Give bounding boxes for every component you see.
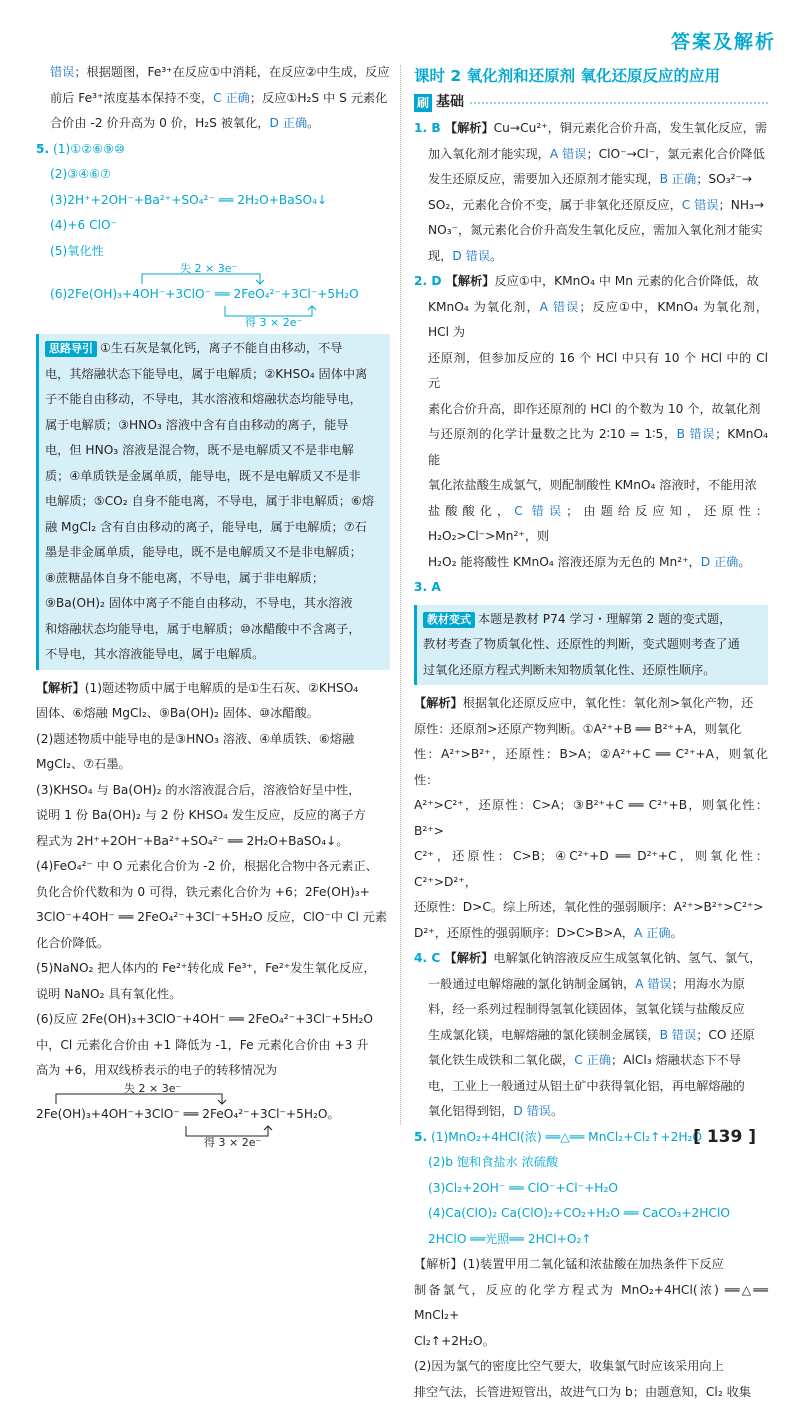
q2-line: 盐酸酸化，C 错误；由题给反应知，还原性：H₂O₂>Cl⁻>Mn²⁺，则: [414, 499, 768, 550]
analysis-line: 3ClO⁻+4OH⁻ ══ 2FeO₄²⁻+3Cl⁻+5H₂O 反应，ClO⁻中 Cl 元素: [36, 905, 390, 931]
hint-line: 不导电，其水溶液能导电，属于电解质。: [45, 642, 384, 668]
electron-transfer-diagram: [36, 1084, 390, 1150]
section-header: [414, 90, 768, 116]
section-label: 基础: [436, 90, 464, 116]
answer-line: (3)Cl₂+2OH⁻ ══ ClO⁻+Cl⁻+H₂O: [414, 1176, 768, 1202]
hint-line: 思路导引 ①生石灰是氧化钙，离子不能自由移动，不导: [45, 336, 384, 362]
analysis-line: 高为 +6，用双线桥表示的电子的转移情况为: [36, 1058, 390, 1084]
answer-line: (4)+6 ClO⁻: [36, 213, 390, 239]
right-column: [414, 60, 768, 1405]
analysis-line: 【解析】(1)题述物质中属于电解质的是①生石灰、②KHSO₄: [36, 676, 390, 702]
q1-line: NO₃⁻，氮元素化合价升高发生氧化反应，需加入氧化剂才能实: [414, 218, 768, 244]
analysis-line: 中，Cl 元素化合价由 +1 降低为 -1，Fe 元素化合价由 +3 升: [36, 1033, 390, 1059]
electron-transfer-diagram: [50, 264, 390, 330]
hint-line: 电，但 HNO₃ 溶液是混合物，既不是电解质又不是非电解: [45, 438, 384, 464]
q2-line: 与还原剂的化学计量数之比为 2∶10 = 1∶5，B 错误；KMnO₄ 能: [414, 422, 768, 473]
analysis-line: 负化合价代数和为 0 可得，铁元素化合价为 +6；2Fe(OH)₃+: [36, 880, 390, 906]
q2-line: H₂O₂ 能将酸性 KMnO₄ 溶液还原为无色的 Mn²⁺，D 正确。: [414, 550, 768, 576]
q4-line: 氧化铝得到铝，D 错误。: [414, 1099, 768, 1125]
hint-box: [36, 334, 390, 670]
hint-line: 融 MgCl₂ 含有自由移动的离子，能导电，属于电解质；⑦石: [45, 515, 384, 541]
analysis-line: 固体、⑥熔融 MgCl₂、⑨Ba(OH)₂ 固体、⑩冰醋酸。: [36, 701, 390, 727]
lose-electrons-label: 失 2 × 3e⁻: [180, 262, 237, 276]
answer-line: 5. (1)①②⑥⑨⑩: [36, 137, 390, 163]
q3-line: 【解析】根据氧化还原反应中，氧化性：氧化剂>氧化产物，还: [414, 691, 768, 717]
analysis-line: 化合价降低。: [36, 931, 390, 957]
q3-header: 3. A: [414, 575, 768, 601]
q5-analysis-line: 排空气法，长管进短管出，故进气口为 b；由题意知，Cl₂ 收集: [414, 1380, 768, 1405]
analysis-line: 说明 1 份 Ba(OH)₂ 与 2 份 KHSO₄ 发生反应，反应的离子方: [36, 803, 390, 829]
question-5: [414, 1125, 768, 1405]
section-dots: [470, 102, 768, 104]
analysis-line: MgCl₂、⑦石墨。: [36, 752, 390, 778]
q2-line: 还原剂，但参加反应的 16 个 HCl 中只有 10 个 HCl 中的 Cl 元: [414, 346, 768, 397]
answer-line: (3)2H⁺+2OH⁻+Ba²⁺+SO₄²⁻ ══ 2H₂O+BaSO₄↓: [36, 188, 390, 214]
q2-line: KMnO₄ 为氧化剂，A 错误；反应①中，KMnO₄ 为氧化剂，HCl 为: [414, 295, 768, 346]
gain-electrons-label: 得 3 × 2e⁻: [245, 316, 302, 330]
analysis-line: (2)题述物质中能导电的是③HNO₃ 溶液、④单质铁、⑥熔融: [36, 727, 390, 753]
hint-line: 墨是非金属单质，能导电，既不是电解质又不是非电解质；: [45, 540, 384, 566]
q1-line: 发生还原反应，需要加入还原剂才能实现，B 正确；SO₃²⁻→: [414, 167, 768, 193]
q4-line: 一般通过电解熔融的氯化钠制金属钠，A 错误；用海水为原: [414, 972, 768, 998]
q3-line: 原性：还原剂>还原产物判断。①A²⁺+B ══ B²⁺+A，则氧化: [414, 717, 768, 743]
question-4: [414, 946, 768, 1125]
lose-electrons-label: 失 2 × 3e⁻: [124, 1082, 181, 1096]
q3-line: D²⁺，还原性的强弱顺序：D>C>B>A，A 正确。: [414, 921, 768, 947]
q4-line: 料，经一系列过程制得氢氧化镁固体，氢氧化镁与盐酸反应: [414, 997, 768, 1023]
question-3: [414, 575, 768, 946]
q1-line: 加入氧化剂才能实现，A 错误；ClO⁻→Cl⁻，氯元素化合价降低: [414, 142, 768, 168]
question-2: [414, 269, 768, 575]
hint-tag: 思路导引: [45, 341, 97, 357]
q3-line: C²⁺，还原性：C>B；④C²⁺+D ══ D²⁺+C，则氧化性：C²⁺>D²⁺，: [414, 844, 768, 895]
textbook-variant-box: [414, 605, 768, 686]
answer-line: (5)氧化性: [36, 239, 390, 265]
q5-analysis-line: (2)因为氯气的密度比空气要大，收集氯气时应该采用向上: [414, 1354, 768, 1380]
analysis-line: (3)KHSO₄ 与 Ba(OH)₂ 的水溶液混合后，溶液恰好呈中性，: [36, 778, 390, 804]
redox-equation: 2Fe(OH)₃+4OH⁻+3ClO⁻ ══ 2FeO₄²⁻+3Cl⁻+5H₂O。: [36, 1104, 340, 1124]
hint-line: ⑨Ba(OH)₂ 固体中离子不能自由移动，不导电，其水溶液: [45, 591, 384, 617]
box-line: 过氧化还原方程式判断未知物质氧化性、还原性顺序。: [423, 658, 762, 684]
header-title: 答案及解析: [671, 30, 776, 56]
q5-analysis-line: Cl₂↑+2H₂O。: [414, 1329, 768, 1355]
lesson-title: 课时 2 氧化剂和还原剂 氧化还原反应的应用: [414, 62, 768, 90]
q2-line: 素化合价升高，即作还原剂的 HCl 的个数为 10 个，故氧化剂: [414, 397, 768, 423]
hint-line: 子不能自由移动，不导电，其水溶液和熔融状态均能导电，: [45, 387, 384, 413]
column-divider: [400, 65, 401, 1125]
q1-line: 现，D 错误。: [414, 244, 768, 270]
q1-line: 1. B 【解析】Cu→Cu²⁺，铜元素化合价升高，发生氧化反应，需: [414, 116, 768, 142]
answer-line: (2)b 饱和食盐水 浓硫酸: [414, 1150, 768, 1176]
gain-electrons-label: 得 3 × 2e⁻: [204, 1136, 261, 1150]
analysis-line: 程式为 2H⁺+2OH⁻+Ba²⁺+SO₄²⁻ ══ 2H₂O+BaSO₄↓。: [36, 829, 390, 855]
hint-line: 电解质；⑤CO₂ 自身不能电离，不导电，属于非电解质；⑥熔: [45, 489, 384, 515]
box-line: 教材变式 本题是教材 P74 学习・理解第 2 题的变式题，: [423, 607, 762, 633]
question-5-answers: [36, 137, 390, 331]
q3-line: A²⁺>C²⁺，还原性：C>A；③B²⁺+C ══ C²⁺+B，则氧化性：B²⁺>: [414, 793, 768, 844]
analysis-line: (5)NaNO₂ 把人体内的 Fe²⁺转化成 Fe³⁺，Fe²⁺发生氧化反应，: [36, 956, 390, 982]
intro-line: 前后 Fe³⁺浓度基本保持不变，C 正确；反应①H₂S 中 S 元素化: [36, 86, 390, 112]
variant-tag: 教材变式: [423, 612, 475, 628]
q1-line: SO₂，元素化合价不变，属于非氧化还原反应，C 错误；NH₃→: [414, 193, 768, 219]
intro-line: 合价由 -2 价升高为 0 价，H₂S 被氧化，D 正确。: [36, 111, 390, 137]
page-number: [ 139 ]: [693, 1125, 756, 1151]
answer-line: (2)③④⑥⑦: [36, 162, 390, 188]
intro-line: 错误；根据题图，Fe³⁺在反应①中消耗，在反应②中生成，反应: [36, 60, 390, 86]
left-column: [36, 60, 390, 1150]
intro-block: [36, 60, 390, 137]
q4-line: 生成氯化镁，电解熔融的氯化镁制金属镁，B 错误；CO 还原: [414, 1023, 768, 1049]
redox-equation: (6)2Fe(OH)₃+4OH⁻+3ClO⁻ ══ 2FeO₄²⁻+3Cl⁻+5H₂O: [50, 284, 359, 304]
hint-line: 电，其熔融状态下能导电，属于电解质；②KHSO₄ 固体中离: [45, 362, 384, 388]
question-1: [414, 116, 768, 269]
q4-line: 电，工业上一般通过从铝土矿中获得氧化铝，再电解熔融的: [414, 1074, 768, 1100]
q5-analysis-line: 【解析】(1)装置甲用二氧化锰和浓盐酸在加热条件下反应: [414, 1252, 768, 1278]
hint-line: 属于电解质；③HNO₃ 溶液中含有自由移动的离子，能导: [45, 413, 384, 439]
q4-line: 氧化铁生成铁和二氧化碳，C 正确；AlCl₃ 熔融状态下不导: [414, 1048, 768, 1074]
q2-line: 2. D 【解析】反应①中，KMnO₄ 中 Mn 元素的化合价降低，故: [414, 269, 768, 295]
q2-line: 氧化浓盐酸生成氯气，则配制酸性 KMnO₄ 溶液时，不能用浓: [414, 473, 768, 499]
analysis-line: (6)反应 2Fe(OH)₃+3ClO⁻+4OH⁻ ══ 2FeO₄²⁻+3Cl⁻+5H₂O: [36, 1007, 390, 1033]
q5-analysis-line: 制备氯气，反应的化学方程式为 MnO₂+4HCl(浓) ══△══ MnCl₂+: [414, 1278, 768, 1329]
analysis-line: (4)FeO₄²⁻ 中 O 元素化合价为 -2 价，根据化合物中各元素正、: [36, 854, 390, 880]
answer-line: 2HClO ══光照══ 2HCl+O₂↑: [414, 1227, 768, 1253]
answer-line: (4)Ca(ClO)₂ Ca(ClO)₂+CO₂+H₂O ══ CaCO₃+2HClO: [414, 1201, 768, 1227]
q3-line: 还原性：D>C。综上所述，氧化性的强弱顺序：A²⁺>B²⁺>C²⁺>: [414, 895, 768, 921]
hint-line: 质；④单质铁是金属单质，能导电，既不是电解质又不是非: [45, 464, 384, 490]
q3-line: 性：A²⁺>B²⁺，还原性：B>A；②A²⁺+C ══ C²⁺+A，则氧化性：: [414, 742, 768, 793]
analysis-line: 说明 NaNO₂ 具有氧化性。: [36, 982, 390, 1008]
answer-line: 5. (1)MnO₂+4HCl(浓) ══△══ MnCl₂+Cl₂↑+2H₂O: [414, 1125, 768, 1151]
analysis-block: [36, 676, 390, 1084]
hint-line: ⑧蔗糖晶体自身不能电离，不导电，属于非电解质；: [45, 566, 384, 592]
q4-line: 4. C 【解析】电解氯化钠溶液反应生成氢氧化钠、氢气、氯气，: [414, 946, 768, 972]
box-line: 教材考查了物质氧化性、还原性的判断，变式题则考查了通: [423, 632, 762, 658]
hint-line: 和熔融状态均能导电，属于电解质；⑩冰醋酸中不含离子，: [45, 617, 384, 643]
section-badge: 刷: [414, 94, 432, 112]
